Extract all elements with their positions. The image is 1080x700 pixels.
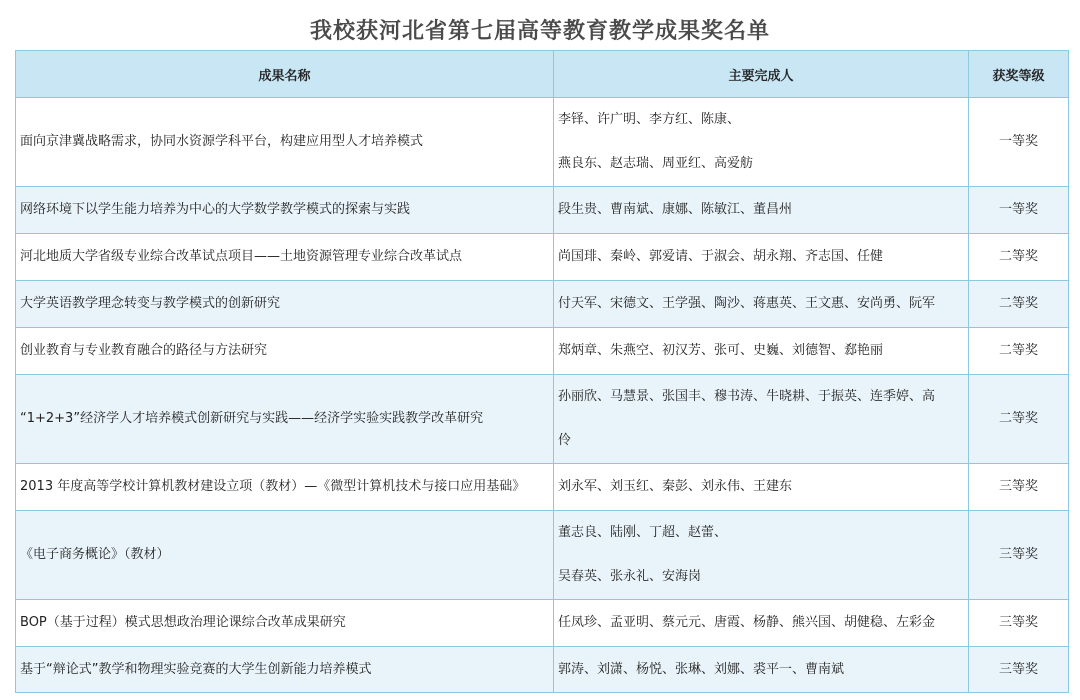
contributors xyxy=(554,234,969,281)
contributors-line: 董志良、陆刚、丁超、赵蕾、 xyxy=(558,525,728,540)
award-level: 二等奖 xyxy=(969,328,1069,375)
achievement-name: “1+2+3”经济学人才培养模式创新研究与实践——经济学实验实践教学改革研究 xyxy=(16,375,554,464)
contributors-line: 吴春英、张永礼、安海岗 xyxy=(558,569,702,584)
contributors-line: 尚国琲、秦岭、郭爱请、于淑会、胡永翔、齐志国、任健 xyxy=(558,249,884,264)
award-level: 二等奖 xyxy=(969,234,1069,281)
award-level: 二等奖 xyxy=(969,281,1069,328)
column-header-achievement: 成果名称 xyxy=(16,51,554,98)
contributors-line: 段生贵、曹南斌、康娜、陈敏江、董昌州 xyxy=(558,202,793,217)
achievement-name: 基于“辩论式”教学和物理实验竞赛的大学生创新能力培养模式 xyxy=(16,647,554,693)
contributors-line: 李铎、许广明、李方红、陈康、 xyxy=(558,112,741,127)
award-level: 一等奖 xyxy=(969,187,1069,234)
contributors xyxy=(554,328,969,375)
achievement-name: 《电子商务概论》（教材） xyxy=(16,511,554,600)
contributors-line: 伶 xyxy=(558,433,572,448)
award-level: 三等奖 xyxy=(969,647,1069,693)
table-row xyxy=(16,511,1069,600)
table-row xyxy=(16,234,1069,281)
achievement-name: 创业教育与专业教育融合的路径与方法研究 xyxy=(16,328,554,375)
award-level: 一等奖 xyxy=(969,98,1069,187)
award-level: 二等奖 xyxy=(969,375,1069,464)
achievement-name: 面向京津冀战略需求，协同水资源学科平台，构建应用型人才培养模式 xyxy=(16,98,554,187)
page-title: 我校获河北省第七届高等教育教学成果奖名单 xyxy=(309,19,770,44)
table-row xyxy=(16,375,1069,464)
contributors xyxy=(554,647,969,693)
achievement-name: BOP（基于过程）模式思想政治理论课综合改革成果研究 xyxy=(16,600,554,647)
contributors-line: 燕良东、赵志瑞、周亚红、高爱舫 xyxy=(558,156,754,171)
achievement-name: 大学英语教学理念转变与教学模式的创新研究 xyxy=(16,281,554,328)
achievement-name: 河北地质大学省级专业综合改革试点项目——土地资源管理专业综合改革试点 xyxy=(16,234,554,281)
contributors xyxy=(554,464,969,511)
table-row xyxy=(16,98,1069,187)
contributors xyxy=(554,281,969,328)
contributors-line: 郑炳章、朱燕空、初汉芳、张可、史巍、刘德智、郄艳丽 xyxy=(558,343,884,358)
achievement-name: 2013 年度高等学校计算机教材建设立项（教材）—《微型计算机技术与接口应用基础》 xyxy=(16,464,554,511)
contributors xyxy=(554,511,969,600)
award-level: 三等奖 xyxy=(969,464,1069,511)
contributors-line: 刘永军、刘玉红、秦彭、刘永伟、王建东 xyxy=(558,479,793,494)
table-row xyxy=(16,600,1069,647)
achievement-name: 网络环境下以学生能力培养为中心的大学数学教学模式的探索与实践 xyxy=(16,187,554,234)
award-level: 三等奖 xyxy=(969,600,1069,647)
table-row xyxy=(16,281,1069,328)
table-row xyxy=(16,187,1069,234)
contributors-line: 郭涛、刘潇、杨悦、张琳、刘娜、裘平一、曹南斌 xyxy=(558,661,845,677)
table-header-row xyxy=(16,51,1069,98)
column-header-award-level: 获奖等级 xyxy=(969,51,1069,98)
contributors-line: 孙丽欣、马慧景、张国丰、穆书涛、牛晓耕、于振英、连季婷、高 xyxy=(558,389,936,404)
award-level: 三等奖 xyxy=(969,511,1069,600)
column-header-contributors: 主要完成人 xyxy=(554,51,969,98)
table-row xyxy=(16,464,1069,511)
contributors xyxy=(554,375,969,464)
contributors xyxy=(554,187,969,234)
table-row xyxy=(16,647,1069,693)
contributors-line: 任凤珍、孟亚明、蔡元元、唐霞、杨静、熊兴国、胡健稳、左彩金 xyxy=(558,615,936,630)
contributors xyxy=(554,98,969,187)
table-row xyxy=(16,328,1069,375)
contributors-line: 付天军、宋德文、王学强、陶沙、蒋惠英、王文惠、安尚勇、阮军 xyxy=(558,296,936,311)
contributors xyxy=(554,600,969,647)
awards-table xyxy=(15,50,1069,693)
